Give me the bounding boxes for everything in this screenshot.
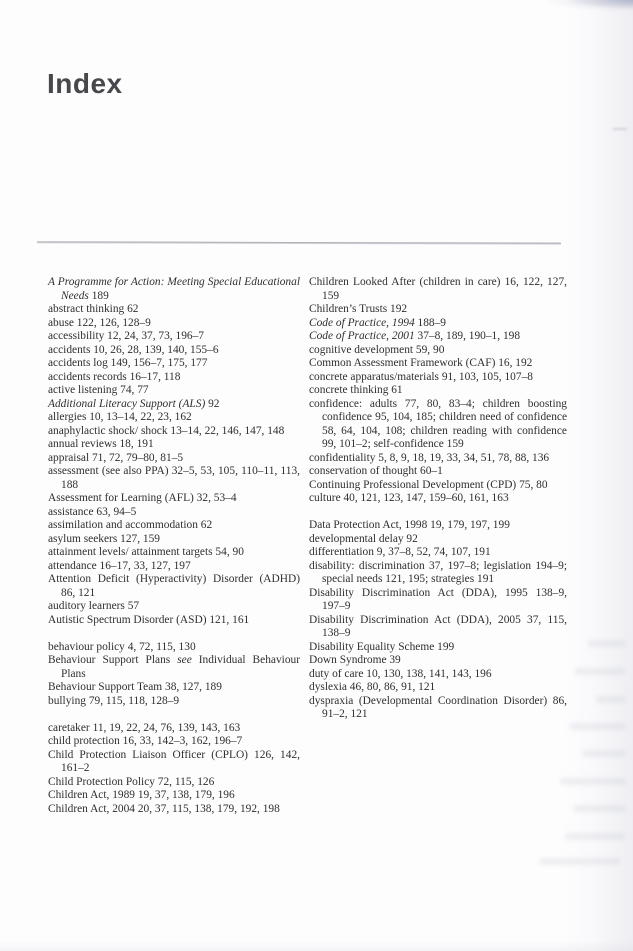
index-entry-text: Disability Discrimination Act (DDA), 2005 37, 115, 138–9 [309, 613, 567, 639]
index-entry [48, 519, 300, 533]
index-entry [48, 533, 300, 547]
index-entry [309, 681, 567, 695]
index-entry-text: assistance 63, 94–5 [48, 505, 137, 518]
index-entry-text: caretaker 11, 19, 22, 24, 76, 139, 143, 163 [48, 721, 241, 734]
index-entry-text: accidents records 16–17, 118 [48, 370, 181, 383]
index-entry [309, 452, 567, 466]
index-entry-text: attendance 16–17, 33, 127, 197 [48, 559, 191, 572]
index-entry [309, 357, 567, 371]
index-entry [309, 276, 567, 303]
index-entry-text: Down Syndrome 39 [309, 654, 401, 666]
index-entry-text: dyslexia 46, 80, 86, 91, 121 [309, 681, 436, 693]
index-entry-text: Data Protection Act, 1998 19, 179, 197, 199 [309, 519, 510, 531]
index-entry [48, 641, 300, 655]
index-entry [48, 438, 300, 452]
index-entry-text: Disability Equality Scheme 199 [309, 640, 455, 653]
index-entry-text: 188–9 [414, 316, 446, 329]
index-entry [309, 317, 567, 331]
index-entry-text: assimilation and accommodation 62 [48, 519, 213, 531]
index-entry-text: Attention Deficit (Hyperactivity) Disorder (ADHD) 86, 121 [48, 573, 300, 599]
index-column-right [309, 276, 567, 722]
index-column-left [48, 276, 300, 816]
show-through-ghost-text [570, 723, 626, 730]
index-entry [48, 371, 300, 385]
show-through-ghost-text [596, 696, 626, 703]
index-entry [309, 519, 567, 533]
show-through-ghost-text [540, 858, 620, 865]
index-entry [48, 506, 300, 520]
index-entry-italic-text: Code of Practice, 2001 [309, 330, 415, 342]
index-entry [309, 465, 567, 479]
index-entry [48, 749, 300, 776]
title-divider-rule [37, 241, 561, 244]
index-entry [309, 560, 567, 587]
index-entry-text: Children’s Trusts 192 [309, 303, 408, 315]
show-through-ghost-text [574, 805, 626, 812]
index-entry [48, 384, 300, 398]
index-entry [48, 573, 300, 600]
index-entry-text: anaphylactic shock/ shock 13–14, 22, 146, 147, 148 [48, 424, 285, 437]
index-entry [48, 344, 300, 358]
index-entry [48, 276, 300, 303]
index-entry-text: auditory learners 57 [48, 600, 140, 612]
index-entry [48, 330, 300, 344]
index-entry [48, 681, 300, 695]
index-entry-text: Disability Discrimination Act (DDA), 1995 138–9, 197–9 [309, 586, 567, 612]
index-entry [48, 695, 300, 709]
index-entry-text: Continuing Professional Development (CPD) 75, 80 [309, 478, 548, 491]
index-entry-text: duty of care 10, 130, 138, 141, 143, 196 [309, 667, 492, 680]
index-entry-text: Common Assessment Framework (CAF) 16, 192 [309, 357, 533, 369]
index-entry-text: 37–8, 189, 190–1, 198 [414, 330, 521, 342]
index-entry [48, 357, 300, 371]
index-entry-text: developmental delay 92 [309, 532, 418, 545]
index-entry-text: Autistic Spectrum Disorder (ASD) 121, 161 [48, 613, 250, 626]
index-entry [48, 600, 300, 614]
index-entry-text: 92 [205, 397, 220, 410]
index-entry-text: bullying 79, 115, 118, 128–9 [48, 694, 180, 707]
show-through-ghost-text [565, 833, 625, 840]
index-entry [309, 398, 567, 452]
page-title: Index [47, 68, 123, 99]
index-entry [309, 654, 567, 668]
index-entry-text: accessibility 12, 24, 37, 73, 196–7 [48, 330, 204, 342]
index-entry [48, 789, 300, 803]
index-entry-text: Behaviour Support Plans [48, 654, 178, 666]
index-entry [48, 722, 300, 736]
index-entry [48, 425, 300, 439]
show-through-ghost-text [582, 750, 626, 757]
index-entry [48, 411, 300, 425]
index-entry-text: culture 40, 121, 123, 147, 159–60, 161, 163 [309, 492, 509, 504]
index-entry [309, 384, 567, 398]
index-entry-text: differentiation 9, 37–8, 52, 74, 107, 191 [309, 546, 491, 558]
index-entry [48, 303, 300, 317]
index-entry-text: assessment (see also PPA) 32–5, 53, 105, 110–11, 113, 188 [48, 465, 300, 491]
index-entry-text: concrete apparatus/materials 91, 103, 105, 107–8 [309, 370, 533, 383]
index-entry [309, 695, 567, 722]
index-entry [48, 398, 300, 412]
index-entry-text: dyspraxia (Developmental Coordination Disorder) 86, 91–2, 121 [309, 694, 567, 720]
index-entry-text: attainment levels/ attainment targets 54, 90 [48, 546, 244, 558]
index-entry-text: disability: discrimination 37, 197–8; legislation 194–9; special needs 121, 195; strategies 191 [309, 559, 567, 585]
index-entry-text: Child Protection Policy 72, 115, 126 [48, 775, 215, 788]
index-entry [48, 654, 300, 681]
index-entry-text: confidence: adults 77, 80, 83–4; children boosting confidence 95, 104, 185; children need of confidence 58, 64, 104, 108; children reading with confidence 99, 101–2; self-confidence 159 [309, 397, 567, 450]
index-entry [309, 303, 567, 317]
index-entry [309, 587, 567, 614]
index-entry-text: annual reviews 18, 191 [48, 438, 154, 450]
index-entry-text: Children Looked After (children in care) 16, 122, 127, 159 [309, 276, 567, 302]
index-entry [48, 452, 300, 466]
index-entry [309, 546, 567, 560]
index-entry [309, 371, 567, 385]
index-entry [309, 641, 567, 655]
index-entry [48, 803, 300, 817]
index-entry-text: Behaviour Support Team 38, 127, 189 [48, 681, 222, 693]
index-entry-text: abuse 122, 126, 128–9 [48, 316, 151, 329]
index-entry [309, 668, 567, 682]
index-entry-text: Children Act, 2004 20, 37, 115, 138, 179, 192, 198 [48, 802, 280, 815]
index-entry [48, 546, 300, 560]
index-entry [48, 465, 300, 492]
index-entry [48, 560, 300, 574]
index-entry [48, 317, 300, 331]
index-entry-text: asylum seekers 127, 159 [48, 532, 160, 545]
index-entry [48, 776, 300, 790]
index-entry [48, 735, 300, 749]
index-entry-text: Individual Behaviour Plans [61, 654, 301, 680]
index-entry-text: 189 [88, 289, 109, 302]
index-entry-text: appraisal 71, 72, 79–80, 81–5 [48, 451, 184, 464]
index-entry-text: concrete thinking 61 [309, 384, 403, 396]
index-entry [48, 614, 300, 628]
index-entry-text: abstract thinking 62 [48, 303, 139, 315]
index-entry-italic-text: Additional Literacy Support (ALS) [48, 397, 206, 410]
show-through-ghost-text [575, 668, 625, 675]
index-entry-text: allergies 10, 13–14, 22, 23, 162 [48, 411, 192, 423]
index-entry-italic-text: see [177, 654, 192, 666]
index-entry-text: accidents 10, 26, 28, 139, 140, 155–6 [48, 343, 219, 356]
index-entry [309, 330, 567, 344]
index-entry-text: accidents log 149, 156–7, 175, 177 [48, 357, 208, 369]
index-entry-text: behaviour policy 4, 72, 115, 130 [48, 640, 196, 653]
index-entry-text: Children Act, 1989 19, 37, 138, 179, 196 [48, 789, 235, 801]
index-entry [309, 492, 567, 506]
index-entry-text: confidentiality 5, 8, 9, 18, 19, 33, 34, 51, 78, 88, 136 [309, 451, 550, 464]
index-entry-italic-text: Code of Practice, 1994 [309, 316, 415, 329]
index-entry-text: cognitive development 59, 90 [309, 343, 445, 356]
page-curl-shadow [513, 0, 633, 14]
index-entry [309, 344, 567, 358]
index-entry-text: child protection 16, 33, 142–3, 162, 196–7 [48, 735, 243, 747]
index-entry [309, 533, 567, 547]
facing-page-edge [613, 128, 627, 130]
index-entry-text: conservation of thought 60–1 [309, 465, 443, 477]
index-entry [309, 479, 567, 493]
index-entry [48, 492, 300, 506]
index-entry-text: Assessment for Learning (AFL) 32, 53–4 [48, 492, 237, 504]
show-through-ghost-text [560, 778, 626, 785]
index-entry-italic-text: A Programme for Action: Meeting Special Educational Needs [48, 276, 300, 302]
index-entry [309, 614, 567, 641]
index-entry-text: active listening 74, 77 [48, 384, 149, 396]
show-through-ghost-text [588, 640, 626, 647]
index-entry-text: Child Protection Liaison Officer (CPLO) 126, 142, 161–2 [48, 748, 300, 774]
